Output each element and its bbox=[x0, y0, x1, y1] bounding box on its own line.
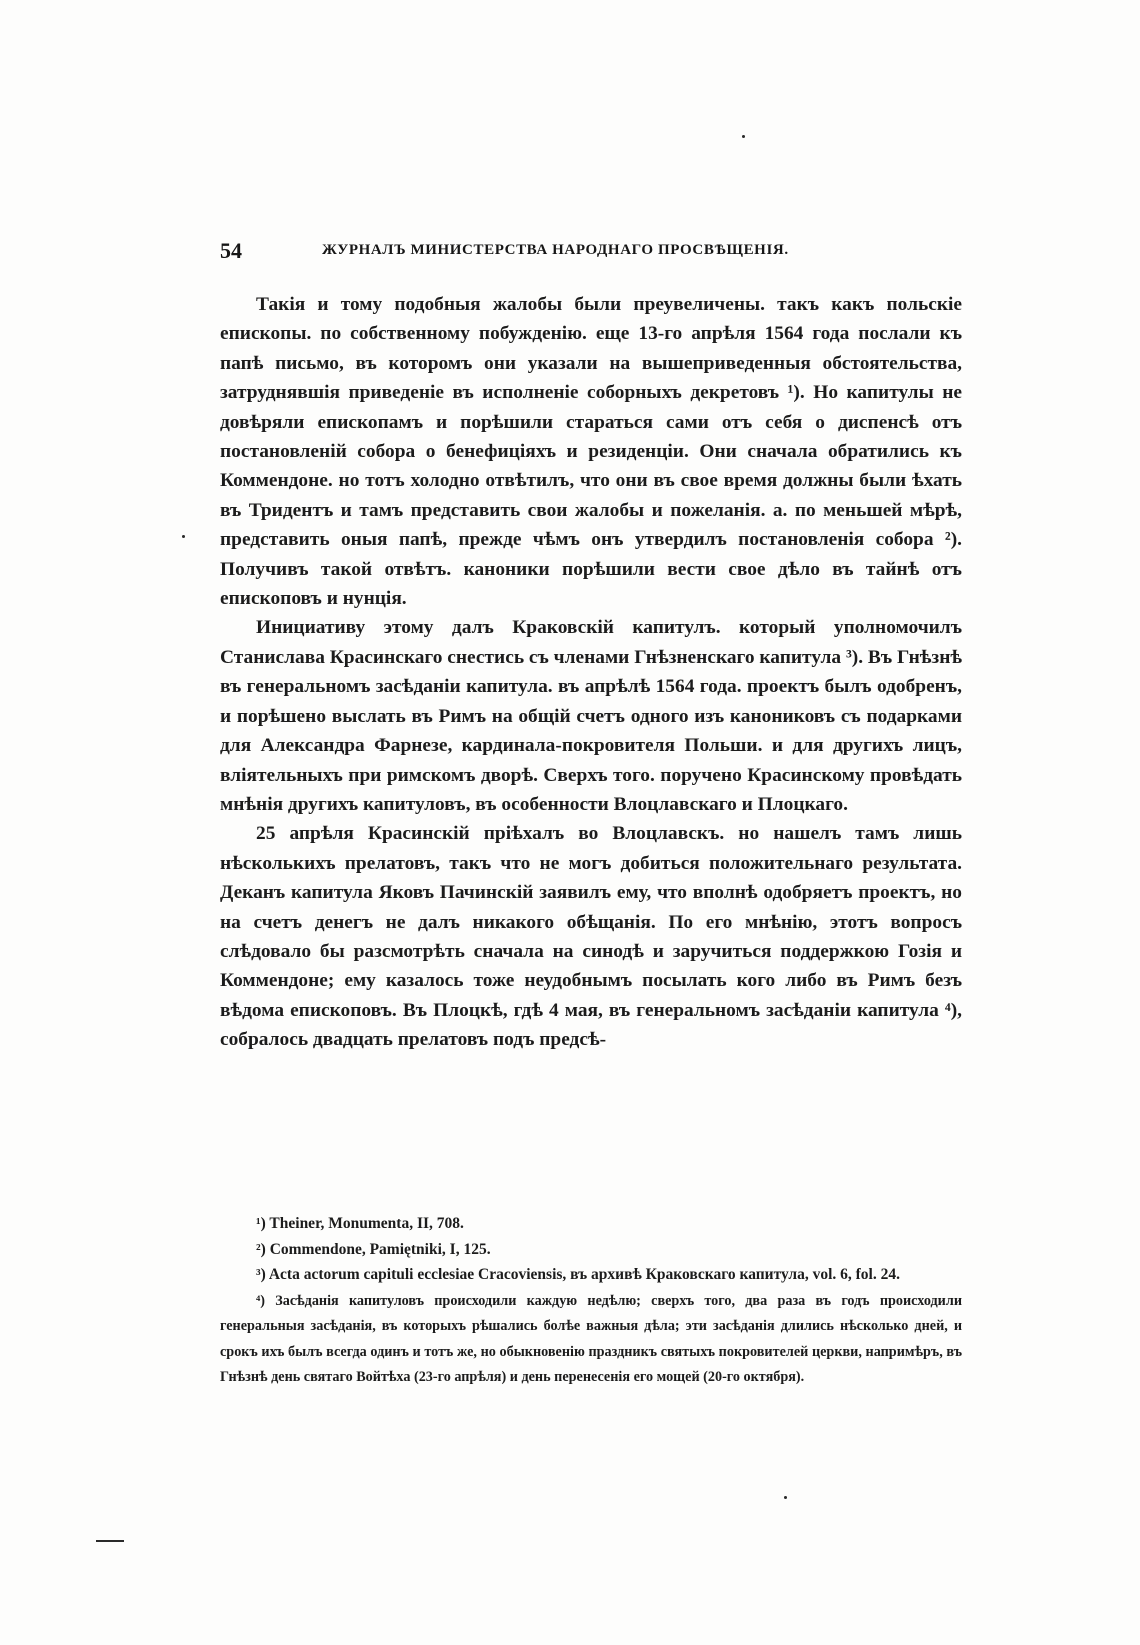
footnotes bbox=[220, 1212, 962, 1392]
footnote bbox=[220, 1263, 962, 1287]
footnote bbox=[220, 1212, 962, 1236]
page-header bbox=[220, 238, 960, 272]
running-title: ЖУРНАЛЪ МИНИСТЕРСТВА НАРОДНАГО ПРОСВѢЩЕНІЯ. bbox=[322, 242, 789, 258]
page-number: 54 bbox=[220, 238, 242, 263]
paragraph: 25 апрѣля Красинскій пріѣхалъ во Влоцлавскъ. но нашелъ тамъ лишь нѣсколькихъ прелатовъ, такъ что не могъ добиться положительнаго результата. Деканъ капитула Яковъ Пачинскій заявилъ ему, что вполнѣ одобряетъ проектъ, но на счетъ денегъ не далъ никакого обѣщанія. По его мнѣнію, этотъ вопросъ слѣдовало бы разсмотрѣть сначала на синодѣ и заручиться поддержкою Гозія и Коммендоне; ему казалось тоже неудобнымъ посылать кого либо въ Римъ безъ вѣдома епископовъ. Въ Плоцкѣ, гдѣ 4 мая, въ генеральномъ засѣданіи капитула ⁴), собралось двадцать прелатовъ подъ предсѣ- bbox=[220, 823, 962, 1051]
scan-speck bbox=[784, 1496, 787, 1499]
main-text bbox=[220, 290, 962, 1055]
paragraph: Инициативу этому далъ Краковскій капитулъ. который уполномочилъ Станислава Красинскаго снестись съ членами Гнѣзненскаго капитула ³). Въ Гнѣзнѣ въ генеральномъ засѣданіи капитула. въ апрѣлѣ 1564 года. проектъ былъ одобренъ, и порѣшено выслать въ Римъ на общій счетъ одного изъ канониковъ съ подарками для Александра Фарнезе, кардинала-покровителя Польши. и для другихъ лицъ, вліятельныхъ при римскомъ дворѣ. Сверхъ того. поручено Красинскому провѣдать мнѣнія другихъ капитуловъ, въ особенности Влоцлавскаго и Плоцкаго. bbox=[220, 617, 963, 815]
footnote-text: Acta actorum capituli ecclesiae Cracoviensis, въ архивѣ Краковскаго капитула, vol. 6, fol. 24. bbox=[268, 1266, 900, 1284]
margin-scan-mark bbox=[96, 1540, 124, 1542]
paragraph: Такія и тому подобныя жалобы были преувеличены. такъ какъ польскіе епископы. по собственному побужденію. еще 13-го апрѣля 1564 года послали къ папѣ письмо, въ которомъ они указали на вышеприведенныя обстоятельства, затруднявшія приведеніе въ исполненіе соборныхъ декретовъ ¹). Но капитулы не довѣряли епископамъ и порѣшили стараться сами отъ себя о диспенсѣ отъ постановленій собора о бенефиціяхъ и резиденціи. Они сначала обратились къ Коммендоне. но тотъ холодно отвѣтилъ, что они въ свое время должны были ѣхать въ Тридентъ и тамъ представить свои жалобы и пожеланія. а. по меньшей мѣрѣ, представить оныя папѣ, прежде чѣмъ онъ утвердилъ постановленія собора ²). Получивъ такой отвѣтъ. каноники порѣшили вести свое дѣло въ тайнѣ отъ епископовъ и нунція. bbox=[220, 294, 962, 610]
scan-speck bbox=[182, 535, 185, 538]
footnote bbox=[220, 1289, 962, 1391]
scan-speck bbox=[742, 135, 745, 138]
footnote-marker: ⁴) bbox=[256, 1292, 265, 1309]
footnote-text: Засѣданія капитуловъ происходили каждую недѣлю; сверхъ того, два раза въ годъ происходили генеральныя засѣданія, въ которыхъ рѣшались болѣе важныя дѣла; эти засѣданія длились нѣсколько дней, и срокъ ихъ былъ всегда одинъ и тотъ же, но обыкновенію праздникъ святыхъ покровителей церкви, напримѣръ, въ Гнѣзнѣ день святаго Войтѣха (23-го апрѣля) и день перенесенія его мощей (20-го октября). bbox=[220, 1292, 962, 1385]
footnote-text: Theiner, Monumenta, II, 708. bbox=[269, 1215, 464, 1232]
footnote bbox=[220, 1238, 962, 1262]
footnote-text: Commendone, Pamiętniki, I, 125. bbox=[269, 1240, 491, 1258]
footnote-marker: ³) bbox=[256, 1266, 266, 1284]
footnote-marker: ²) bbox=[256, 1240, 266, 1258]
footnote-marker: ¹) bbox=[256, 1215, 266, 1232]
